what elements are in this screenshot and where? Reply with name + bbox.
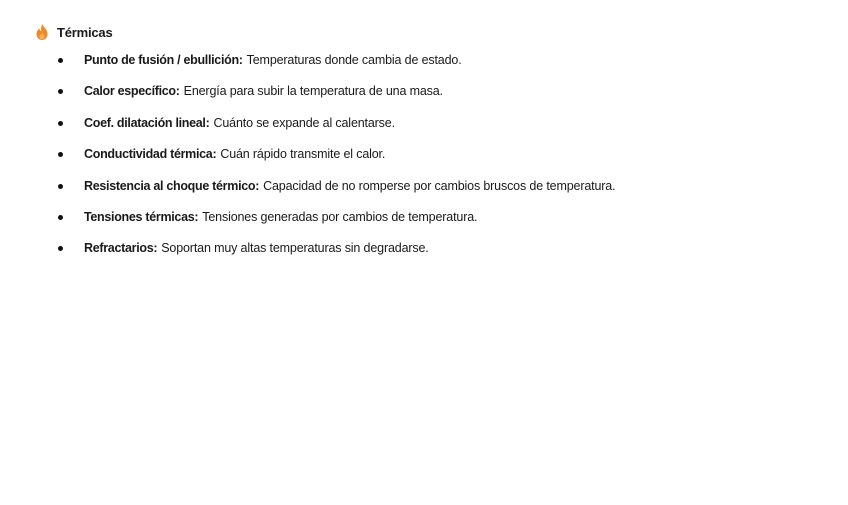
item-description: Cuán rápido transmite el calor. — [220, 147, 386, 162]
item-term: Resistencia al choque térmico: — [84, 178, 260, 193]
section-title: Térmicas — [57, 24, 113, 40]
item-term: Calor específico: — [84, 84, 180, 99]
item-description: Cuánto se expande al calentarse. — [213, 115, 395, 130]
bullet — [58, 152, 63, 157]
item-description: Energía para subir la temperatura de una masa. — [183, 84, 443, 99]
item-description: Soportan muy altas temperaturas sin degradarse. — [161, 241, 429, 256]
list-item — [58, 83, 615, 114]
item-term: Punto de fusión / ebullición: — [84, 53, 243, 67]
item-term: Refractarios: — [84, 241, 158, 256]
flame-icon — [34, 23, 50, 41]
properties-list — [58, 52, 615, 272]
bullet — [58, 246, 63, 251]
section-header — [34, 20, 834, 44]
list-item — [58, 52, 615, 83]
item-description: Temperaturas donde cambia de estado. — [246, 53, 462, 67]
list-item — [58, 209, 615, 240]
bullet — [58, 121, 63, 126]
item-term: Conductividad térmica: — [84, 147, 217, 162]
bullet — [58, 215, 63, 220]
item-description: Capacidad de no romperse por cambios bruscos de temperatura. — [263, 178, 616, 193]
item-term: Coef. dilatación lineal: — [84, 115, 210, 130]
bullet — [58, 184, 63, 189]
bullet — [58, 89, 63, 94]
list-item — [58, 178, 615, 209]
item-description: Tensiones generadas por cambios de temperatura. — [202, 209, 478, 224]
item-term: Tensiones térmicas: — [84, 209, 199, 224]
list-item — [58, 146, 615, 177]
list-item — [58, 240, 615, 271]
thermal-properties-section — [34, 20, 834, 256]
bullet — [58, 58, 63, 63]
list-item — [58, 115, 615, 146]
